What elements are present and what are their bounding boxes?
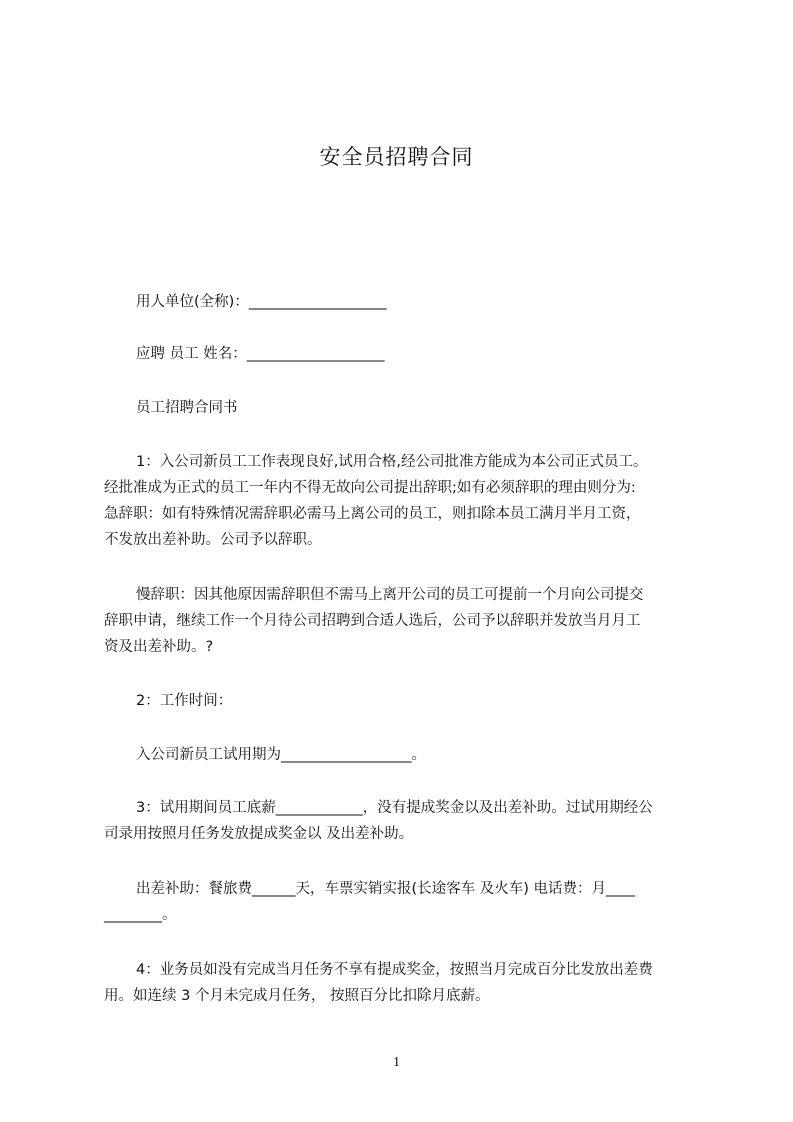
section3-line1: 3：试用期间员工底薪____________，没有提成奖金以及出差补助。过试用期经公 xyxy=(136,800,653,816)
section1-line1: 1：入公司新员工工作表现良好,试用合格,经公司批准方能成为本公司正式员工。 xyxy=(136,454,648,470)
allowance-line1: 出差补助：餐旅费______天，车票实销实报(长途客车 及火车) 电话费：月____ xyxy=(136,881,636,897)
section1-line2: 经批准成为正式的员工一年内不得无故向公司提出辞职;如有必须辞职的理由则分为: xyxy=(104,480,636,496)
section4-line2: 用。如连续 3 个月未完成月任务， 按照百分比扣除月底薪。 xyxy=(104,988,490,1004)
section1-line4: 不发放出差补助。公司予以辞职。 xyxy=(104,532,322,548)
employer-field: 用人单位(全称)：___________________ xyxy=(136,294,387,310)
probation-line: 入公司新员工试用期为__________________。 xyxy=(136,747,426,763)
contract-heading: 员工招聘合同书 xyxy=(136,400,238,416)
page-number: 1 xyxy=(393,1055,400,1070)
slow-resign-line3: 资及出差补助。? xyxy=(104,639,214,655)
document-title: 安全员招聘合同 xyxy=(319,145,474,169)
section4-line1: 4：业务员如没有完成当月任务不享有提成奖金，按照当月完成百分比发放出差费 xyxy=(136,962,653,978)
section3-line2: 司录用按照月任务发放提成奖金以 及出差补助。 xyxy=(104,826,414,842)
section2-heading: 2：工作时间： xyxy=(136,693,233,709)
slow-resign-line1: 慢辞职：因其他原因需辞职但不需马上离开公司的员工可提前一个月向公司提交 xyxy=(136,587,644,603)
employee-name-field: 应聘 员工 姓名：___________________ xyxy=(136,346,385,362)
slow-resign-line2: 辞职申请，继续工作一个月待公司招聘到合适人选后，公司予以辞职并发放当月月工 xyxy=(104,613,641,629)
allowance-line2: ________。 xyxy=(104,907,177,923)
section1-line3: 急辞职：如有特殊情况需辞职必需马上离公司的员工，则扣除本员工满月半月工资， xyxy=(104,506,641,522)
